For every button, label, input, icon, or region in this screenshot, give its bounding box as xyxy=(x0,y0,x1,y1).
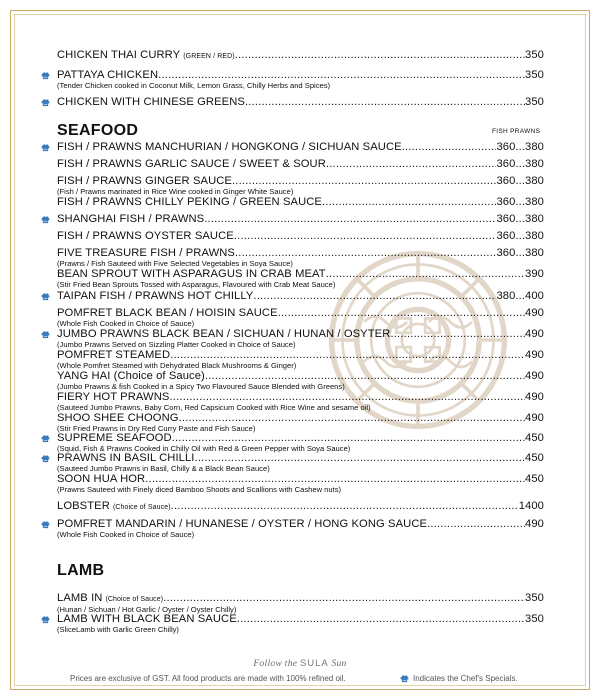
menu-item-name: LAMB WITH BLACK BEAN SAUCE xyxy=(57,613,237,625)
chef-hat-icon xyxy=(41,455,50,463)
menu-item xyxy=(57,141,544,154)
leader-dots xyxy=(237,613,525,626)
chef-hat-icon xyxy=(41,72,50,80)
menu-item xyxy=(57,49,544,63)
menu-item-row xyxy=(57,158,544,171)
chef-hat-icon xyxy=(41,293,50,301)
leader-dots xyxy=(163,592,525,605)
menu-item xyxy=(57,247,544,268)
menu-item xyxy=(57,175,544,196)
menu-item-price: 490 xyxy=(525,328,544,340)
menu-item-description: (SliceLamb with Garlic Green Chilly) xyxy=(57,625,179,634)
menu-item-price: 350 xyxy=(525,592,544,604)
menu-item-description: (Sauteed Jumbo Prawns, Baby Corn, Red Capsicum Cooked with Rice Wine and sesame oil) xyxy=(57,403,371,412)
menu-item-price: 450 xyxy=(525,432,544,444)
menu-item-name: FISH / PRAWNS MANCHURIAN / HONGKONG / SICHUAN SAUCE xyxy=(57,141,402,153)
tagline-prefix: Follow the xyxy=(253,659,300,669)
menu-item-name: FIVE TREASURE FISH / PRAWNS xyxy=(57,247,235,259)
menu-item-row xyxy=(57,96,544,109)
menu-item-price: 390 xyxy=(525,268,544,280)
menu-item-price: 450 xyxy=(525,473,544,485)
leader-dots xyxy=(326,158,497,171)
menu-item-price: 350 xyxy=(525,613,544,625)
section-title-lamb: LAMB xyxy=(57,562,105,579)
menu-item-name: POMFRET STEAMED xyxy=(57,349,171,361)
leader-dots xyxy=(390,328,525,341)
menu-item-name: LAMB IN xyxy=(57,592,103,604)
menu-item-price: 490 xyxy=(525,307,544,319)
footer-tagline xyxy=(0,658,600,669)
menu-item-price: 380...400 xyxy=(496,290,544,302)
chef-hat-icon xyxy=(41,144,50,152)
menu-item-note: (Choice of Sauce) xyxy=(112,504,171,511)
menu-item-price: 490 xyxy=(525,349,544,361)
tagline-brand: SULA xyxy=(299,658,329,669)
menu-item-description: (Sauteed Jumbo Prawns in Basil, Chilly & a Black Bean Sauce) xyxy=(57,464,270,473)
footer-gst-note: Prices are exclusive of GST. All food products are made with 100% refined oil. xyxy=(70,674,346,683)
menu-item xyxy=(57,230,544,243)
menu-item-row xyxy=(57,500,544,514)
leader-dots xyxy=(322,196,496,209)
menu-item-name: CHICKEN WITH CHINESE GREENS xyxy=(57,96,245,108)
menu-item-note: (GREEN / RED) xyxy=(183,53,235,60)
menu-item-row xyxy=(57,592,544,606)
menu-item-row xyxy=(57,196,544,209)
menu-item-price: 350 xyxy=(525,69,544,81)
price-column-headers: FISH PRAWNS xyxy=(492,128,541,135)
tagline-suffix: Sun xyxy=(328,659,347,669)
menu-item-name: POMFRET BLACK BEAN / HOISIN SAUCE xyxy=(57,307,278,319)
menu-item xyxy=(57,432,544,453)
menu-item-name: SOON HUA HOR xyxy=(57,473,146,485)
leader-dots xyxy=(235,49,525,62)
menu-item-name: PATTAYA CHICKEN xyxy=(57,69,159,81)
menu-item xyxy=(57,158,544,171)
menu-item-name: SHOO SHEE CHOONG xyxy=(57,412,179,424)
menu-item-price: 360...380 xyxy=(496,158,544,170)
leader-dots xyxy=(171,500,519,513)
leader-dots xyxy=(427,518,525,531)
menu-item xyxy=(57,452,544,473)
menu-item-price: 450 xyxy=(525,452,544,464)
section-title-seafood: SEAFOOD xyxy=(57,122,139,139)
menu-item-row xyxy=(57,213,544,226)
leader-dots xyxy=(278,307,525,320)
menu-item-price: 1400 xyxy=(518,500,544,512)
menu-item-name: TAIPAN FISH / PRAWNS HOT CHILLY xyxy=(57,290,254,302)
menu-item-price: 490 xyxy=(525,391,544,403)
menu-item xyxy=(57,370,544,391)
chef-hat-icon xyxy=(41,616,50,624)
menu-item xyxy=(57,290,544,303)
menu-item-name: LOBSTER xyxy=(57,500,110,512)
menu-item-price: 360...380 xyxy=(496,213,544,225)
legend-text: Indicates the Chef's Specials. xyxy=(413,674,518,683)
menu-item-description: (Squid, Fish & Prawns Cooked in Chilly Oil with Red & Green Pepper with Soya Sauce) xyxy=(57,444,351,453)
menu-item-price: 490 xyxy=(525,518,544,530)
menu-item-name: JUMBO PRAWNS BLACK BEAN / SICHUAN / HUNAN / OSYTER xyxy=(57,328,391,340)
menu-item-description: (Hunan / Sichuan / Hot Garlic / Oyster / Oyster Chilly) xyxy=(57,605,237,614)
menu-item xyxy=(57,96,544,109)
menu-item-description: (Jumbo Prawns & fish Cooked in a Spicy Two Flavoured Sauce Blended with Greens) xyxy=(57,382,345,391)
menu-item xyxy=(57,196,544,209)
chef-hat-icon xyxy=(41,216,50,224)
chef-hat-icon xyxy=(41,331,50,339)
menu-item-price: 490 xyxy=(525,370,544,382)
menu-item-name: FISH / PRAWNS OYSTER SAUCE xyxy=(57,230,234,242)
leader-dots xyxy=(245,96,525,109)
menu-item xyxy=(57,307,544,328)
chef-hat-icon xyxy=(41,435,50,443)
menu-item-description: (Prawns / Fish Sauteed with Five Selected Vegetables in Soya Sauce) xyxy=(57,259,293,268)
chef-hat-icon xyxy=(41,99,50,107)
menu-item-name: SHANGHAI FISH / PRAWNS xyxy=(57,213,205,225)
menu-item-description: (Tender Chicken cooked in Coconut Milk, Lemon Grass, Chilly Herbs and Spices) xyxy=(57,81,331,90)
menu-item xyxy=(57,500,544,514)
leader-dots xyxy=(204,213,496,226)
menu-item-price: 350 xyxy=(525,96,544,108)
menu-item-description: (Jumbo Prawns Served on Sizzling Platter Cooked in Choice of Sauce) xyxy=(57,340,296,349)
menu-item-price: 360...380 xyxy=(496,230,544,242)
chef-hat-icon xyxy=(400,675,409,683)
menu-item xyxy=(57,349,544,370)
menu-item-name: FISH / PRAWNS GARLIC SAUCE / SWEET & SOUR xyxy=(57,158,326,170)
menu-item xyxy=(57,613,544,634)
leader-dots xyxy=(326,268,525,281)
menu-item-row xyxy=(57,141,544,154)
menu-item-name: CHICKEN THAI CURRY xyxy=(57,49,181,61)
menu-item-price: 490 xyxy=(525,412,544,424)
menu-item-description: (Stir Fried Prawns in Dry Red Curry Paste and Fish Sauce) xyxy=(57,424,256,433)
menu-item xyxy=(57,328,544,349)
menu-item-name: SUPREME SEAFOOD xyxy=(57,432,172,444)
menu-item-row xyxy=(57,49,544,63)
menu-item-price: 360...380 xyxy=(496,247,544,259)
leader-dots xyxy=(234,230,497,243)
menu-item xyxy=(57,268,544,289)
menu-item-description: (Stir Fried Bean Sprouts Tossed with Asparagus, Flavoured with Crab Meat Sauce) xyxy=(57,280,336,289)
menu-item xyxy=(57,412,544,433)
menu-item xyxy=(57,518,544,539)
menu-item-name: FISH / PRAWNS GINGER SAUCE xyxy=(57,175,232,187)
menu-item-price: 360...380 xyxy=(496,141,544,153)
menu-item-row xyxy=(57,290,544,303)
leader-dots xyxy=(253,290,496,303)
menu-item-name: YANG HAI (Choice of Sauce) xyxy=(57,370,205,382)
menu-item xyxy=(57,473,544,494)
menu-item-description: (Fish / Prawns marinated in Rice Wine cooked in Ginger White Sauce) xyxy=(57,187,294,196)
menu-item-name: PRAWNS IN BASIL CHILLI xyxy=(57,452,195,464)
menu-item-description: (Whole Fish Cooked in Choice of Sauce) xyxy=(57,530,195,539)
menu-item-description: (Whole Pomfret Steamed with Dehydrated Black Mushrooms & Ginger) xyxy=(57,361,297,370)
menu-item-name: BEAN SPROUT WITH ASPARAGUS IN CRAB MEAT xyxy=(57,268,326,280)
menu-item-price: 360...380 xyxy=(496,175,544,187)
menu-item-name: FISH / PRAWNS CHILLY PEKING / GREEN SAUCE xyxy=(57,196,322,208)
menu-item xyxy=(57,592,544,614)
leader-dots xyxy=(402,141,497,154)
menu-item-row xyxy=(57,230,544,243)
chef-hat-icon xyxy=(41,521,50,529)
footer-legend xyxy=(400,674,518,683)
menu-item xyxy=(57,391,544,412)
menu-item xyxy=(57,213,544,226)
menu-item-name: POMFRET MANDARIN / HUNANESE / OYSTER / HONG KONG SAUCE xyxy=(57,518,428,530)
menu-item-price: 350 xyxy=(525,49,544,61)
menu-item-description: (Prawns Sauteed with Finely diced Bamboo Shoots and Scallions with Cashew nuts) xyxy=(57,485,342,494)
menu-item-price: 360...380 xyxy=(496,196,544,208)
menu-item-name: FIERY HOT PRAWNS xyxy=(57,391,170,403)
menu-item-note: (Choice of Sauce) xyxy=(105,596,164,603)
menu-item xyxy=(57,69,544,90)
menu-item-description: (Whole Fish Cooked in Choice of Sauce) xyxy=(57,319,195,328)
